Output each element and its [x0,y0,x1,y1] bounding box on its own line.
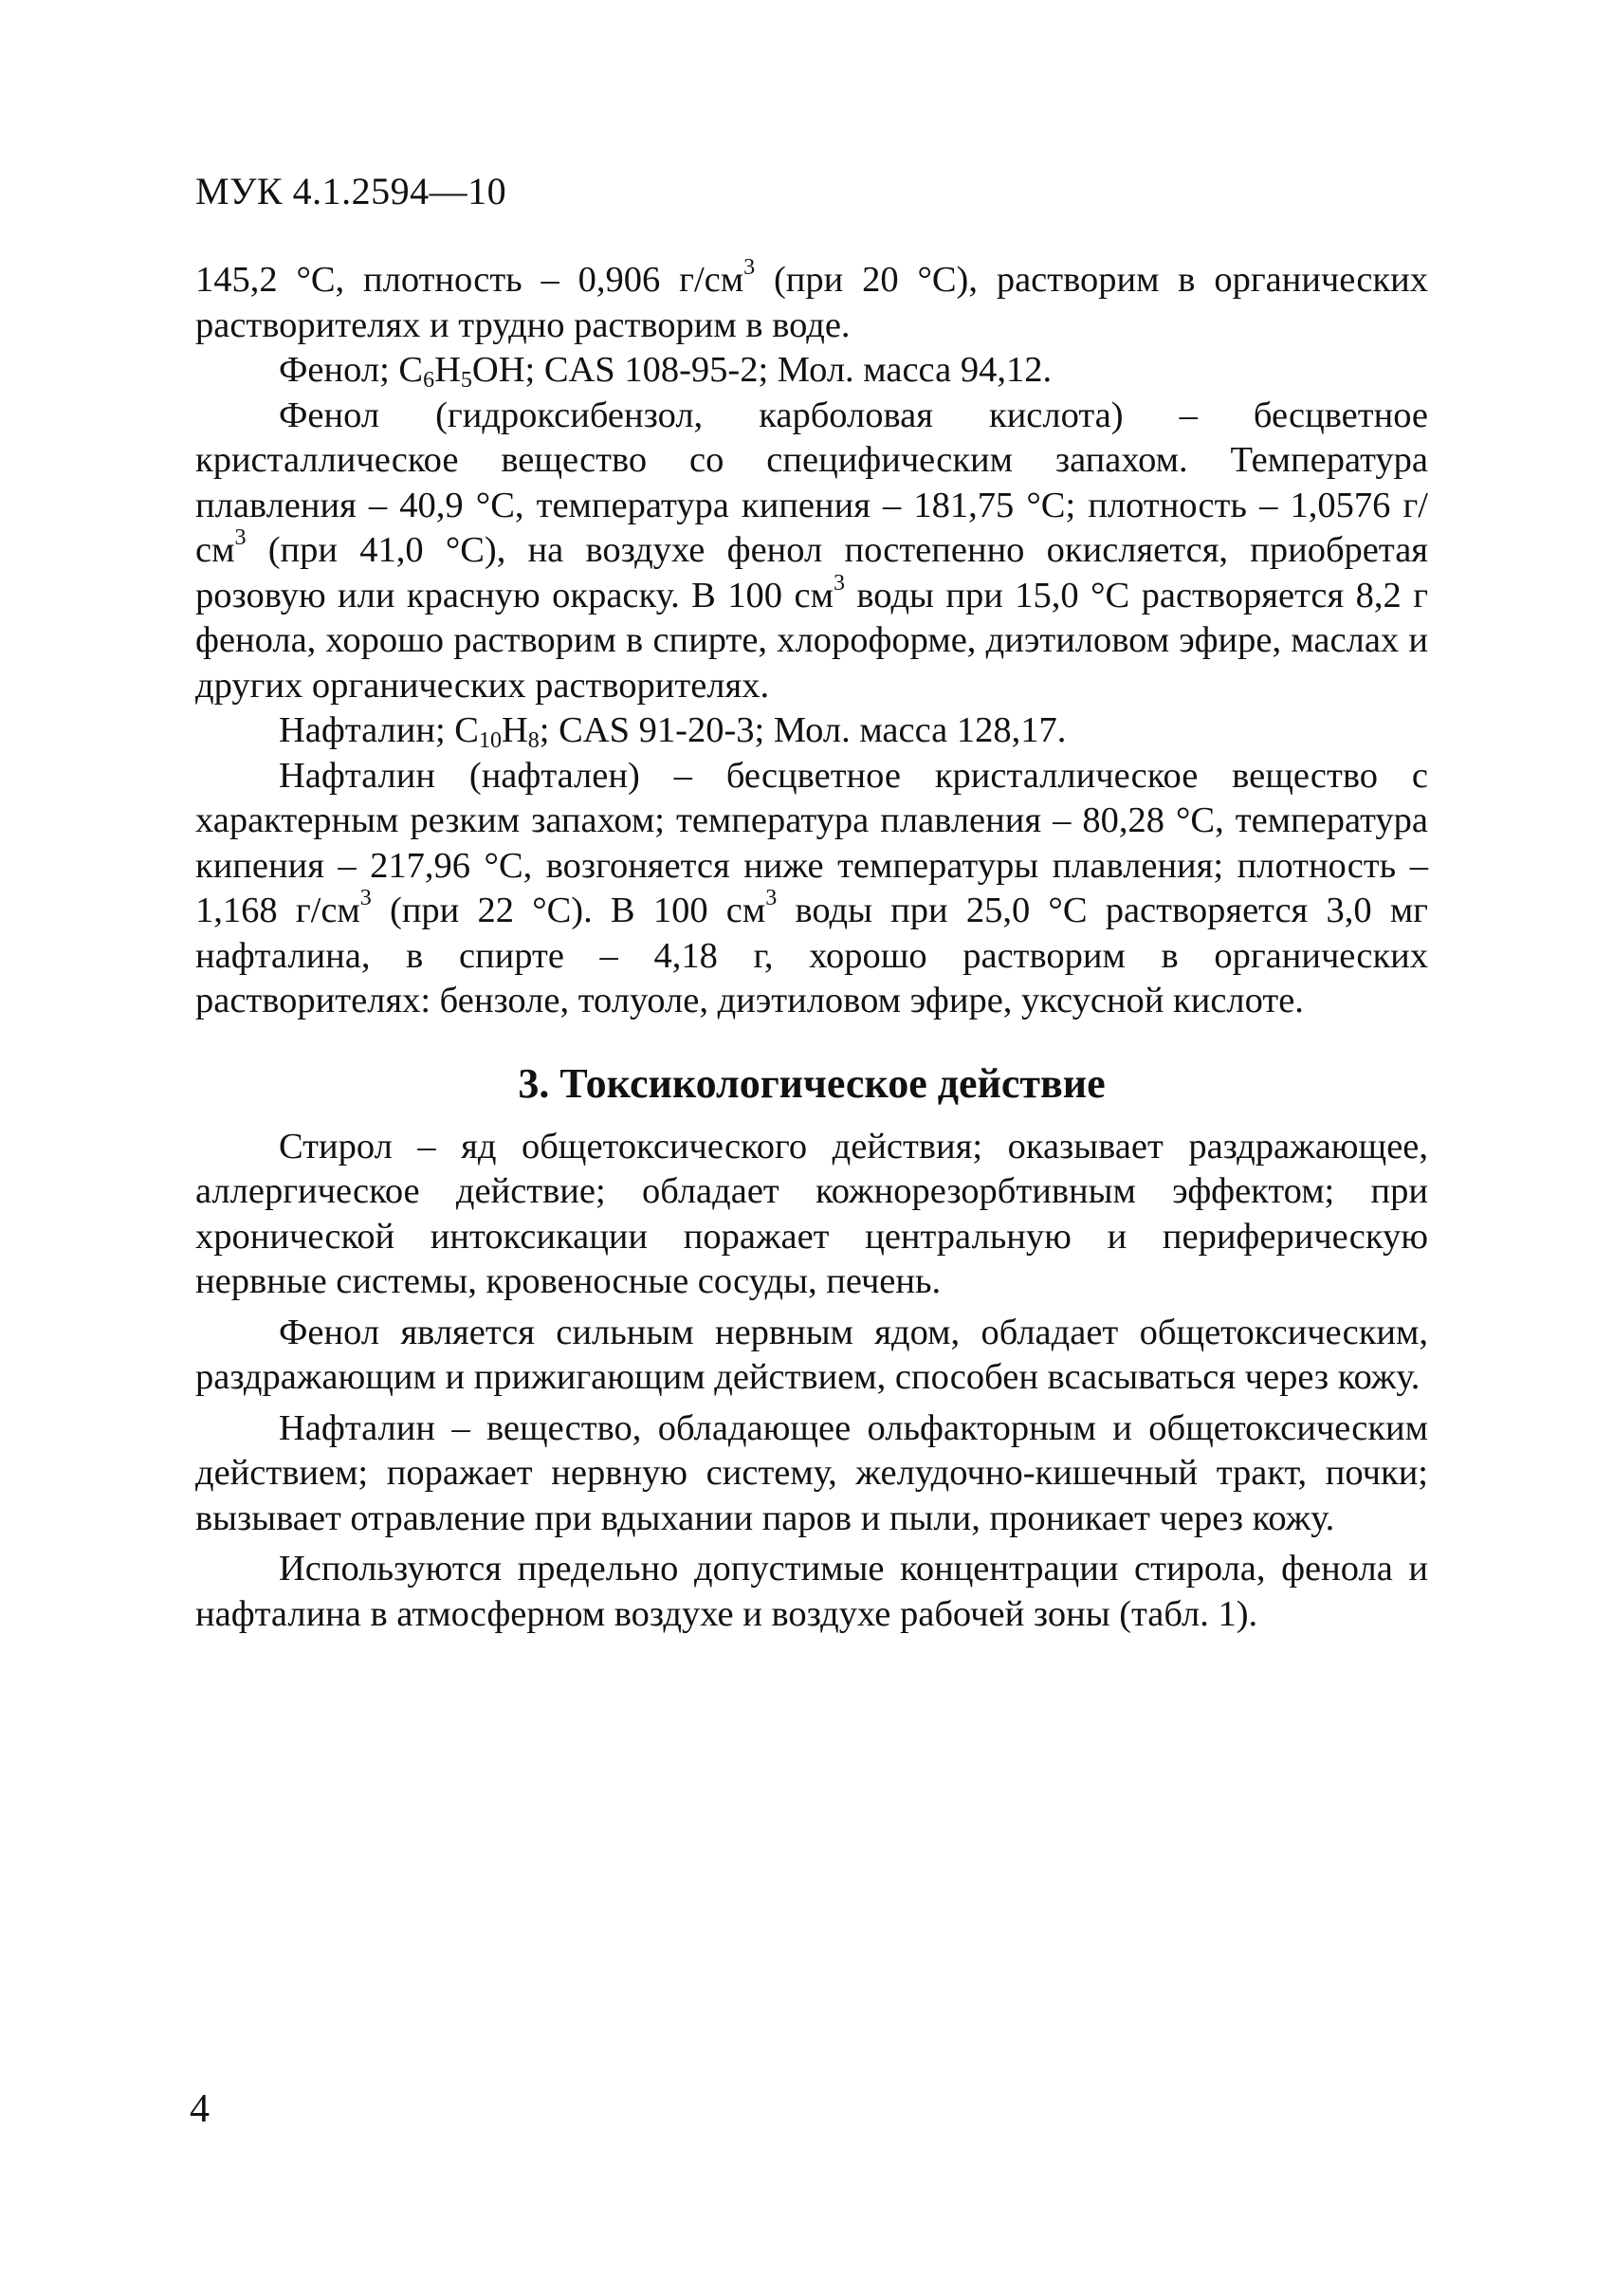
page-number: 4 [190,2087,210,2131]
naphthalene-toxicology: Нафталин – вещество, обладающее ольфакторным и общетоксическим действием; поражает нервную систему, желудочно-кишечный тракт, почки; вызывает отравление при вдыхании паров и пыли, проникает через кожу. [195,1407,1428,1538]
naphthalene-formula-line: Нафталин; $C_{10}H_8$; CAS 91-20-3; Мол. масса 128,17. [279,710,1067,753]
phenol-formula-line: Фенол; $C_6H_5OH$; CAS 108-95-2; Мол. масса 94,12. [279,350,1053,393]
body-text [195,255,1428,1643]
section-title: 3. Токсикологическое действие [518,1059,1106,1107]
styrene-properties-continued: 145,2 °С, плотность – 0,906 $г/см^3$ (при 20 °С), растворим в органических растворителях и трудно растворим в воде. [195,255,1428,345]
phenol-toxicology: Фенол является сильным нервным ядом, обладает общетоксическим, раздражающим и прижигающим действием, способен всасываться через кожу. [195,1312,1428,1397]
phenol-description: Фенол (гидроксибензол, карболовая кислота) – бесцветное кристаллическое вещество со специфическим запахом. Температура плавления – 40,9 °С, температура кипения – 181,75 °С; плотность – 1,0576 $г/см^3$ (при 41,0 °С), на воздухе фенол постепенно окисляется, приобретая розовую или красную окраску. В 100 $см^3$ воды при 15,0 °С растворяется 8,2 г фенола, хорошо растворим в спирте, хлороформе, диэтиловом эфире, маслах и других органических растворителях. [195,395,1428,706]
concentration-limits-note: Используются предельно допустимые концентрации стирола, фенола и нафталина в атмосферном воздухе и воздухе рабочей зоны (табл. 1). [195,1549,1428,1634]
document-header: МУК 4.1.2594—10 [195,170,507,212]
naphthalene-description: Нафталин (нафтален) – бесцветное кристаллическое вещество с характерным резким запахом; температура плавления – 80,28 °С, температура кипения – 217,96 °С, возгоняется ниже температуры плавления; плотность – 1,168 $г/см^3$ (при 22 °С). В 100 $см^3$ воды при 25,0 °С растворяется 3,0 мг нафталина, в спирте – 4,18 г, хорошо растворим в органических растворителях: бензоле, толуоле, диэтиловом эфире, уксусной кислоте. [195,755,1428,1020]
styrene-toxicology: Стирол – яд общетоксического действия; оказывает раздражающее, аллергическое действие; обладает кожнорезорбтивным эффектом; при хронической интоксикации поражает центральную и периферическую нервные системы, кровеносные сосуды, печень. [195,1126,1428,1301]
